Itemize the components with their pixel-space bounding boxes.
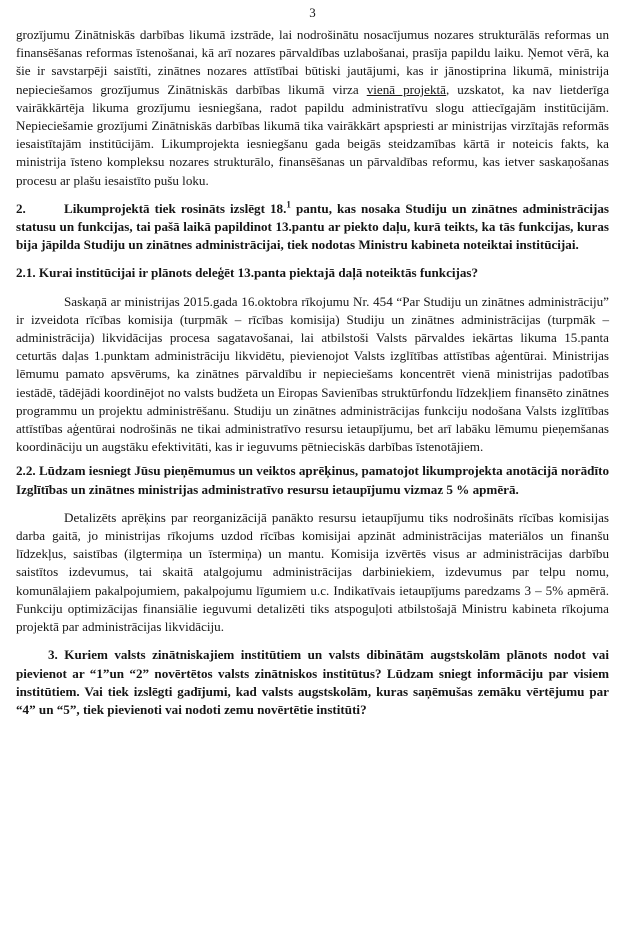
document-body [16,26,609,719]
superscript: 1 [286,199,291,210]
question-2: 2. Likumprojektā tiek rosināts izslēgt 18.$^1$ pantu, kas nosaka Studiju un zinātnes administrācijas statusu un funkcijas, tai pašā laikā papildinot 13.pantu ar piekto daļu, kurā teikts, ka tās funkcijas, kuras bija jāpilda Studiju un zinātnes administrācijai, tiek nodotas Ministru kabineta noteiktai institūcijai. [16,199,610,253]
question-2-2: 2.2. Lūdzam iesniegt Jūsu pieņēmumus un veiktos aprēķinus, pamatojot likumprojekta anotācijā norādīto Izglītības un zinātnes ministrijas administratīvo resursu ietaupījumu vizmaz 5 % apmērā. [16,463,609,497]
question-2-number: 2. [16,200,26,216]
question-3: 3. Kuriem valsts zinātniskajiem institūtiem un valsts dibinātām augstskolām plānots nodot vai pievienot ar “1”un “2” novērtētos valsts zinātniskos institūtus? Lūdzam sniegt informāciju par visiem institūtiem. Vai tiek izslēgti gadījumi, kad valsts augstskolām, kuras saņēmušas zemāku vērtējumu par “4” un “5”, tiek pievienoti vai nodoti zemu novērtētie institūti? [16,647,609,717]
answer-2-2: Detalizēts aprēķins par reorganizācijā panākto resursu ietaupījumu tiks nodrošināts rīcības komisijas darba gaitā, jo ministrijas rīkojums uzdod rīcības komisijai apzināt administrācijas materiālos un finanšu līdzekļus, saistības (ilgtermiņa un īstermiņa) un mantu. Komisija izvērtēs visus ar administrācijas darbību saistītos izdevumus, tai skaitā atalgojumu administrācijas darbiniekiem, izdevumus par telpu nomu, komunālajiem pakalpojumiem, pakalpojumu līgumiem u.c. Indikatīvais ietaupījums paredzams 3 – 5% apmērā. Funkciju optimizācijas finansiālie ieguvumi detalizēti tiks atspoguļoti atbilstošajā Ministru kabineta rīkojuma projektā par administrācijas likvidāciju. [16,509,609,635]
page-number: 3 [309,5,316,20]
paragraph-reform-context: grozījumu Zinātniskās darbības likumā izstrāde, lai nodrošinātu nosacījumus nozares strukturālās reformas un finansēšanas reformas īstenošanai, kā arī nozares pārvaldības uzlabošanai, prasīja papildu laiku. Ņemot vērā, ka šie ir savstarpēji saistīti, zinātnes nozares attīstībai būtiski jautājumi, kas ir jānostiprina likumā, ministrija nepieciešamos grozījumus Zinātniskās darbības likumā virza vienā projektā, uzskatot, ka nav lietderīga vairākkārtēja likuma grozījumu iesniegšana, radot papildu administratīvu slogu attiecīgajām institūcijām. Nepieciešamie grozījumi Zinātniskās darbības likumā tika vairākkārt apspriesti ar ministrijas virzītajās reformās iesaistītajām institūcijām. Likumprojekta iesniegšanu gada beigās steidzamības kārtā ir noteicis fakts, ka ministrija īsteno kompleksu nozares strukturālo, finansēšanas un pārvaldības reformu, kas ietver saskaņošanas procesu ar plašu iesaistīto pušu loku. [16,27,610,188]
underlined-phrase: vienā projektā [366,81,446,97]
question-2-1: 2.1. Kurai institūcijai ir plānots deleģēt 13.panta piektajā daļā noteiktās funkcijas? [16,265,479,281]
answer-2-1: Saskaņā ar ministrijas 2015.gada 16.oktobra rīkojumu Nr. 454 “Par Studiju un zinātnes administrāciju” ir izveidota rīcības komisija (turpmāk – rīcības komisija) Studiju un zinātnes administrācijas (turpmāk – administrācija) likvidācijas procesa sagatavošanai, lai atbilstoši Valsts pārvaldes iekārtas likuma 15.panta ceturtās daļas 1.punktam administrāciju likvidētu, pievienojot Valsts izglītības attīstības aģentūrai. Ministrijas lēmumu pamato apsvērums, ka zinātnes pārvaldību ir nepieciešams koncentrēt vienā ministrijas padotības iestādē, tādējādi koordinējot no valsts budžeta un Eiropas Savienības struktūrfondu līdzekļiem finansēto zinātnes programmu un projektu administrēšanu. Studiju un zinātnes administrācijas funkciju nodošana Valsts izglītības attīstības aģentūrai nodrošinās ne tikai administratīvo resursu ietaupījumu, bet arī labāku lēmumu pieņemšanas koordināciju un augstāku efektivitāti, kas ir ieguvums pētnieciskās darbības īstenotājiem. [16,293,609,455]
